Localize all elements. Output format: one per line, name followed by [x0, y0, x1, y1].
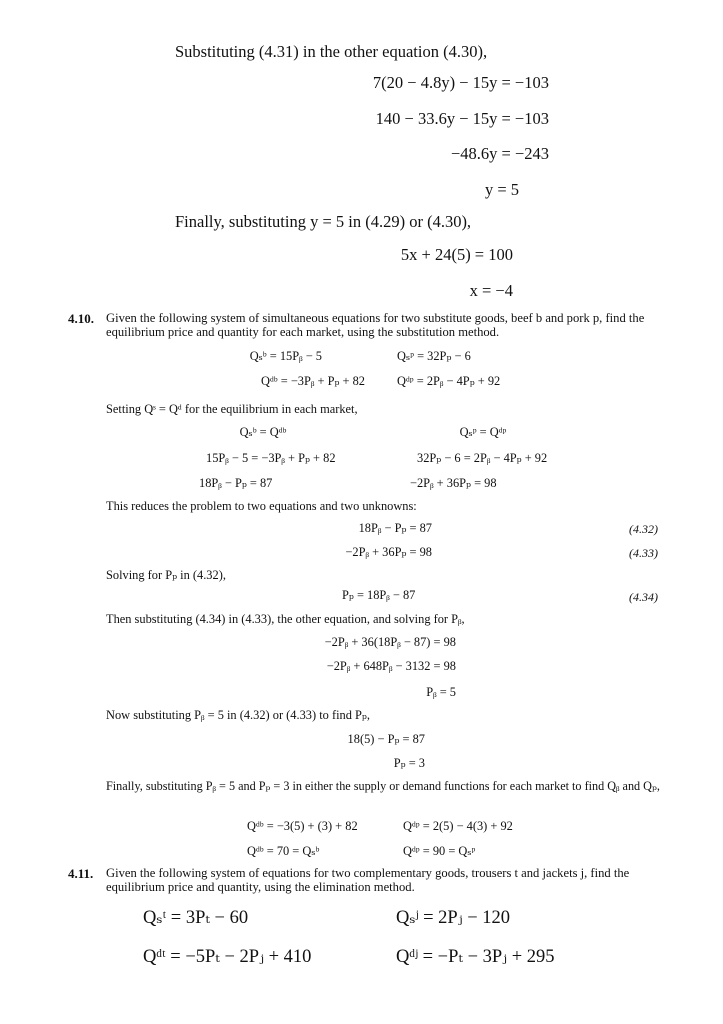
- equation-line: 5x + 24(5) = 100: [400, 245, 513, 264]
- equation-line: −48.6y = −243: [450, 144, 549, 163]
- system-equation: Qᵈᵗ = −5Pₜ − 2Pⱼ + 410: [143, 947, 312, 967]
- step-equation: Pₚ = 3: [393, 756, 425, 770]
- equation-line: x = −4: [469, 281, 513, 300]
- step-equation: −2Pᵦ + 36(18Pᵦ − 87) = 98: [324, 635, 456, 649]
- system-equation: Qₛᵇ = 15Pᵦ − 5: [249, 349, 322, 363]
- system-equation: Qₛʲ = 2Pⱼ − 120: [396, 908, 511, 928]
- system-equation: Qᵈᵇ = −3Pᵦ + Pₚ + 82: [261, 374, 365, 388]
- equilibrium-equation: 18Pᵦ − Pₚ = 87: [199, 476, 273, 490]
- equation-tag: (4.32): [629, 522, 658, 536]
- system-equation: Qₛᵗ = 3Pₜ − 60: [143, 908, 249, 928]
- step-equation: 18(5) − Pₚ = 87: [347, 732, 425, 746]
- equation-line: 7(20 − 4.8y) − 15y = −103: [372, 73, 549, 92]
- final-equation: Qᵈᵖ = 2(5) − 4(3) + 92: [403, 819, 513, 833]
- problem-number: 4.10.: [68, 311, 94, 326]
- equation-tag: (4.33): [629, 546, 658, 560]
- equilibrium-equation: Qₛᵖ = Qᵈᵖ: [459, 425, 507, 439]
- intro-line: Substituting (4.31) in the other equation (4.30),: [175, 42, 488, 61]
- system-equation: Qₛᵖ = 32Pₚ − 6: [397, 349, 471, 363]
- equilibrium-equation: Qₛᵇ = Qᵈᵇ: [239, 425, 287, 439]
- pair-equation: −2Pᵦ + 36Pₚ = 98: [345, 545, 432, 559]
- step-equation: −2Pᵦ + 648Pᵦ − 3132 = 98: [326, 659, 456, 673]
- final-equation: Qᵈᵇ = −3(5) + (3) + 82: [247, 819, 358, 833]
- final-equation: Qᵈᵖ = 90 = Qₛᵖ: [403, 844, 476, 858]
- equilibrium-equation: 32Pₚ − 6 = 2Pᵦ − 4Pₚ + 92: [417, 451, 548, 465]
- equilibrium-equation: 15Pᵦ − 5 = −3Pᵦ + Pₚ + 82: [206, 451, 336, 465]
- now-line: Now substituting Pᵦ = 5 in (4.32) or (4.33) to find Pₚ,: [106, 708, 370, 722]
- equation-line: 140 − 33.6y − 15y = −103: [375, 109, 549, 128]
- then-line: Then substituting (4.34) in (4.33), the other equation, and solving for Pᵦ,: [106, 612, 465, 626]
- setting-line: Setting Qˢ = Qᵈ for the equilibrium in each market,: [106, 402, 358, 416]
- equation-tag: (4.34): [629, 590, 658, 604]
- problem-number: 4.11.: [68, 866, 94, 881]
- finally-paragraph: Finally, substituting Pᵦ = 5 and Pₚ = 3 in either the supply or demand functions for each market to find Qᵦ and Qₚ,: [106, 779, 660, 793]
- problem-prompt: Given the following system of simultaneous equations for two substitute goods, beef b and pork p, find the equilibrium price and quantity for each market, using the substitution method.: [106, 311, 645, 339]
- pair-equation: 18Pᵦ − Pₚ = 87: [358, 521, 432, 535]
- problem-prompt: Given the following system of equations for two complementary goods, trousers t and jackets j, find the equilibrium price and quantity, using the elimination method.: [106, 866, 630, 894]
- final-equation: Qᵈᵇ = 70 = Qₛᵇ: [247, 844, 320, 858]
- equation-line: y = 5: [484, 180, 519, 199]
- system-equation: Qᵈᵖ = 2Pᵦ − 4Pₚ + 92: [397, 374, 501, 388]
- equilibrium-equation: −2Pᵦ + 36Pₚ = 98: [410, 476, 497, 490]
- solved-equation: Pₚ = 18Pᵦ − 87: [342, 588, 416, 602]
- finally-line: Finally, substituting y = 5 in (4.29) or (4.30),: [175, 212, 472, 231]
- system-equation: Qᵈʲ = −Pₜ − 3Pⱼ + 295: [396, 947, 555, 967]
- solving-line: Solving for Pₚ in (4.32),: [106, 568, 226, 582]
- step-equation: Pᵦ = 5: [426, 685, 456, 699]
- reduces-line: This reduces the problem to two equations and two unknowns:: [106, 499, 417, 513]
